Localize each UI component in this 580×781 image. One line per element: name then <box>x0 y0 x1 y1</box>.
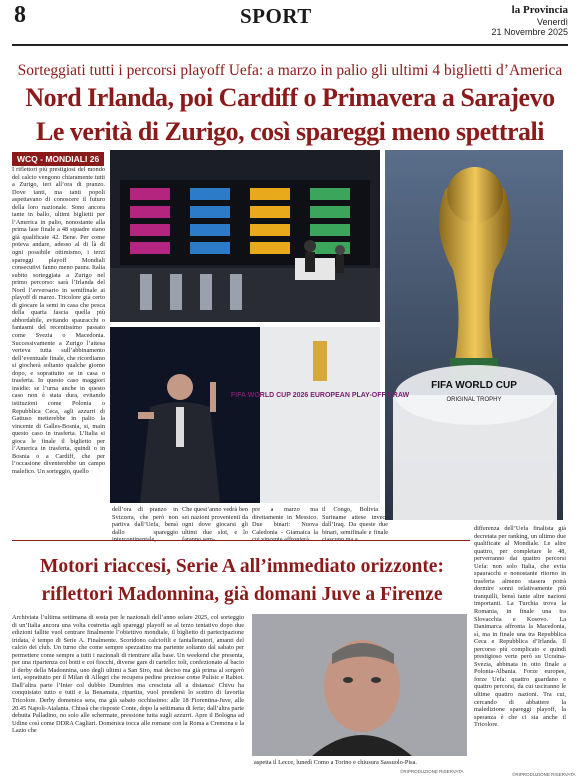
draw-board-slot <box>130 242 170 254</box>
trophy-sub: ORIGINAL TROPHY <box>446 397 502 403</box>
draw-board-illustration <box>110 150 380 322</box>
kicker: Sorteggiati tutti i percorsi playoff Uefa: a marzo in palio gli ultimi 4 biglietti d’America <box>17 62 563 79</box>
article-column-2: dell’ora di pranzo in Svizzera, che però non partiva dall’Uefa, bensì dallo spareggio <box>112 506 178 536</box>
header-rule <box>12 44 568 46</box>
draw-board-photo <box>110 150 380 322</box>
footer-credit: ©RIPRODUZIONE RISERVATA <box>512 772 576 777</box>
draw-board-slot <box>190 224 230 236</box>
draw-board-slot <box>250 188 290 200</box>
page-number: 8 <box>14 2 26 28</box>
credit-1: ©RIPRODUZIONE RISERVATA <box>400 769 464 774</box>
banner-text: FIFA WORLD CUP 2026 EUROPEAN PLAY-OFF DRAW <box>230 392 410 399</box>
headline-line1: Nord Irlanda, poi Cardiff o Primavera a Sarajevo <box>25 83 555 112</box>
article-column-5: il Congo, Bolivia - Suriname attese invece dall’Iraq. Da queste due binari, semifinale e finale <box>322 506 388 536</box>
draw-board-slot <box>130 224 170 236</box>
trophy-photo <box>385 150 563 520</box>
article-divider <box>12 540 470 541</box>
draw-board-slot <box>190 188 230 200</box>
article-column-6: differenza dell’Uefa finalista già decretata per ranking, un ultimo due qualificate al Mondiale. Le altre quattro, per completare le 48, perverranno dai quattro percorsi Uefa: non solo Italia, che evita spauracchi e nonostante ritorno in trasferta almeno stasera potrà dormire sonni relativamente più tranquilli, bensì tante altre nazioni importanti. La Turchia trova la Romania, in finale una tra Slovacchia e Kosovo. La Danimarca affronta la Macedonia, sì, ma in finale una tra Repubblica Ceca e Repubblica d’Irlanda. Il percorso più complicato e quindi prestigioso verte però su Ucraina-Svezia, abbinata in otto finale a Polonia-Albania. Forze europee, forze Uefa: quattro guardano e quattro percorsi, da cui usciranno le ultime quattro nazioni. Tra cui, cercando di abbattere la maledizione spareggi playoff, la speranza è che ci sia anche il Tricolore. <box>474 525 566 729</box>
coach-photo <box>252 614 467 756</box>
trophy-illustration <box>385 150 563 520</box>
article2-column-1: Archiviata l’ultima settimana di sosta per le nazionali dell’anno solare 2025, col sorteggio di un’Italia ancora una volta costretta agli spareggi playoff se al terzo tentativo dopo due edizioni fallite vuol centrare finalmente l’obiettivo mondiale, il biglietto di partecipazione iridata, è tempo di Serie A. Finalmente. Scoridono calciofili e fantallenatori, amanti del calcio dei club. Un turno che come sempre spezzatino ma partente soltanto dal sabato per permettere come sempre a tutti i nazionali di rientrare alla base. Un weekend che presenta, per una ripartenza coi botti e coi fiocchi, diverse gare di cartello: tolt, confezionato al bacio il derby della Madonnina, uno degli ultimi a San Siro, mai deciso ma già prima al sorgerò ieri, soprattutto per il Milan di Allegri che recupera pedine preziose come Pulisic e Rabiot. Dall’altra parte l’Inter col dubbio Dumfries ma cresciuta all a distanza: Chivu ha conquistato tutto e tutti e la Benamata, ripartita, vuol prendersi lo scettro di favorita Tricolore. Derby domenica sera, ma già sabato occhissimo: alle 18 Fiorentina-Juve, alle 20.45 Napoli-Atalanta. Chissà che risposte Conte, dopo la settimana di ferie; dall’altra parte debutta Palladino, no solo alle schermate, pressione tutta sugli azzurri. Apre il Bologna ad Udine così come DDRA Cagliari. Domenica tocca alle romane con la Roma a Cremona e la Lazio che <box>12 614 244 735</box>
speaker-photo <box>110 327 410 503</box>
trophy-caption: FIFA WORLD CUP <box>431 380 517 391</box>
draw-board-slot <box>250 242 290 254</box>
article-column-1: I riflettori più prestigiosi del mondo del calcio vengono chiaramente tutti a Zurigo, ieri all’ora di pranzo. Dove tanti, ma tanti popoli aspettavano di conoscere il futuro della loro nazionale. Sono ancora tante in ballo, ultimi biglietti per l’America in palio, nonostante alla prima fase finale a 48 squadre siano già qualificate 42. Bene. Per come poteva andare, adesso al di là di ogni possibile ottimismo, i terzi spareggi playoff Mondiali consecutivi fanno meno paura. Italia subito sorteggiata a Zurigo nel primo percorso: sarà l’Irlanda del Nord l’avversario in semifinale ai playoff di marzo. Tricolore già certo di giocare la semi in casa che pesca della quarta fascia quella più abbordabile, evitando spauracchi o fantasmi del recentissimo passato come Svezia o Macedonia. Successivamente a Zurigo l’attesa verteva tutta sull’abbinamento dell’eventuale finale, che ricordiamo si giocherà soltanto qualche giorno dopo, e soprattutto se in casa o trasferta. In questo caso maggiori insidie: se l’urna anche in questo caso non è stata dura, evitando istituzioni come Polonia o Repubblica Ceca, agli azzurri di Gattuso metterebbe in palio la vincente di Galles-Bosnia, si, main questo caso in trasferta. L’Italia si gioca le finale il biglietto per l’America in trasferta, quindi o in Bosnia o a Cardiff, che per l’occasione diventerebbe un campo malefico. Un sorteggio, quello <box>12 166 105 475</box>
speaker-illustration <box>110 327 410 503</box>
draw-board-slot <box>310 188 350 200</box>
issue-date: 21 Novembre 2025 <box>491 27 568 37</box>
headline-line2: Le verità di Zurigo, così spareggi meno spettrali <box>36 117 544 146</box>
draw-board-slot <box>190 206 230 218</box>
article2-column-2: aspetta il Lecce, lunedì Como a Torino e chiusura Sassuolo-Pisa. <box>254 759 417 766</box>
draw-board-slot <box>130 188 170 200</box>
issue-day: Venerdì <box>536 17 568 27</box>
section-tag: WCQ - MONDIALI 26 <box>12 152 104 166</box>
section-title: SPORT <box>240 4 312 28</box>
article2-headline-1: Motori riaccesi, Serie A all’immediato orizzonte: <box>40 556 444 577</box>
draw-board-slot <box>250 206 290 218</box>
article2-headline-2: riflettori Madonnina, già domani Juve a Firenze <box>41 584 443 605</box>
draw-board-slot <box>250 224 290 236</box>
masthead: la Provincia <box>511 4 568 16</box>
draw-board-slot <box>190 242 230 254</box>
draw-board-slot <box>130 206 170 218</box>
draw-board-slot <box>310 224 350 236</box>
draw-board-slot <box>310 206 350 218</box>
coach-illustration <box>252 614 467 756</box>
article-column-3: Che quest’anno vedrà ben sei nazioni provenienti da ogni dove giocarsi gli ultimi due slot, e lo <box>182 506 248 536</box>
article-column-4: pre a marzo ma direttamente in Messico. Due binari: Nuova Caledonia - Giamaica la <box>252 506 318 536</box>
